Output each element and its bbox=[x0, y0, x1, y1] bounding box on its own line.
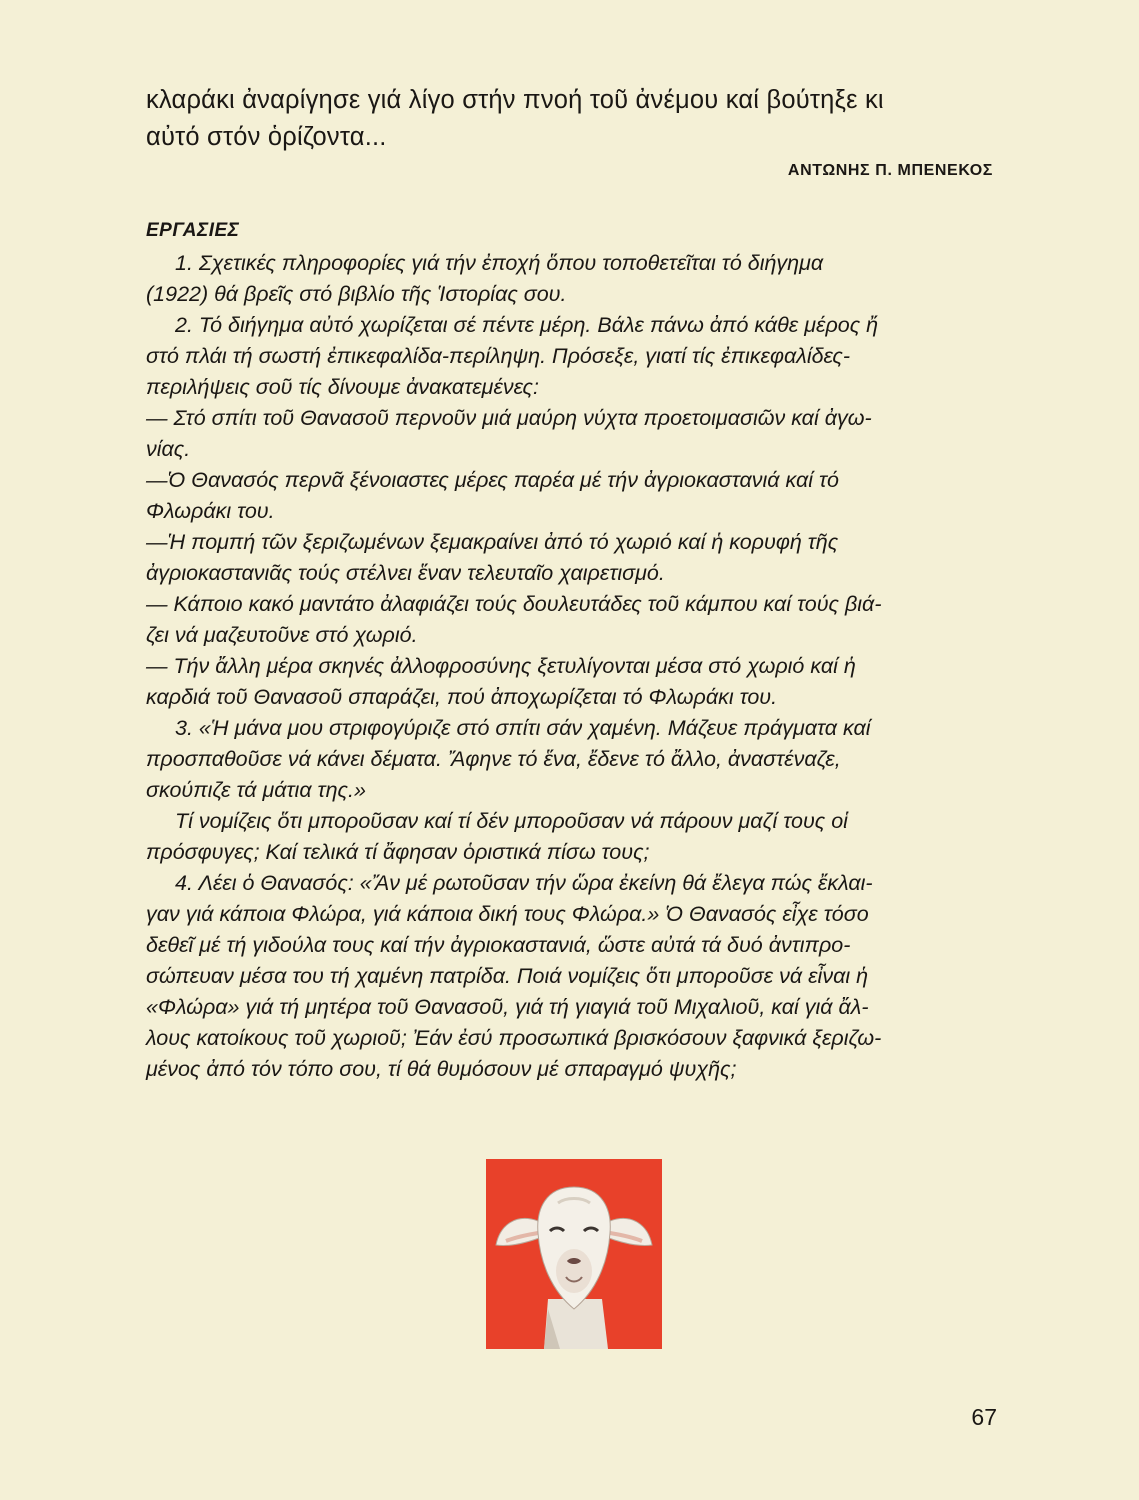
story-closing-text: κλαράκι ἀναρίγησε γιά λίγο στήν πνοή τοῦ ἀνέμου καί βούτηξε κι αὐτό στόν ὁρίζοντα... bbox=[146, 86, 884, 151]
summary-item: —Ὁ Θανασός περνᾶ ξένοιαστες μέρες παρέα μέ τήν ἀγριοκαστανιά καί τό Φλωράκι του. bbox=[146, 468, 839, 523]
exercise-2: 2. Τό διήγημα αὐτό χωρίζεται σέ πέντε μέρη. Βάλε πάνω ἀπό κάθε μέρος ἤ στό πλάι τή σωστή ἐπικεφαλίδα-περίληψη. Πρόσεξε, γιατί τίς ἐπικεφαλίδες- περιλήψεις σοῦ τίς δίνουμε ἀνακατεμένες: bbox=[146, 313, 879, 399]
goat-illustration bbox=[486, 1159, 662, 1349]
author-signature: ΑΝΤΩΝΗΣ Π. ΜΠΕΝΕΚΟΣ bbox=[787, 162, 993, 179]
summary-item: —Ἡ πομπή τῶν ξεριζωμένων ξεμακραίνει ἀπό τό χωριό καί ἡ κορυφή τῆς ἀγριοκαστανιᾶς τούς στέλνει ἕναν τελευταῖο χαιρετισμό. bbox=[146, 530, 839, 585]
summary-item: — Στό σπίτι τοῦ Θανασοῦ περνοῦν μιά μαύρη νύχτα προετοιμασιῶν καί ἀγω- νίας. bbox=[146, 406, 872, 461]
exercise-1: 1. Σχετικές πληροφορίες γιά τήν ἐποχή ὅπου τοποθετεῖται τό διήγημα (1922) θά βρεῖς στό βιβλίο τῆς Ἱστορίας σου. bbox=[146, 251, 824, 306]
exercise-3-question: Τί νομίζεις ὅτι μποροῦσαν καί τί δέν μποροῦσαν νά πάρουν μαζί τους οἱ πρόσφυγες; Καί τελικά τί ἄφησαν ὁριστικά πίσω τους; bbox=[146, 809, 848, 864]
exercises-heading: ΕΡΓΑΣΙΕΣ bbox=[146, 220, 240, 241]
summary-item: — Τήν ἄλλη μέρα σκηνές ἀλλοφροσύνης ξετυλίγονται μέσα στό χωριό καί ἡ καρδιά τοῦ Θανασοῦ σπαράζει, πού ἀποχωρίζεται τό Φλωράκι του. bbox=[146, 654, 856, 709]
exercises-body bbox=[146, 248, 998, 1085]
exercise-3-quote: 3. «Ἡ μάνα μου στριφογύριζε στό σπίτι σάν χαμένη. Μάζευε πράγματα καί προσπαθοῦσε νά κάνει δέματα. Ἄφηνε τό ἕνα, ἔδενε τό ἄλλο, ἀναστέναζε, σκούπιζε τά μάτια της.» bbox=[146, 716, 871, 802]
goat-head-icon bbox=[486, 1159, 662, 1349]
summary-item: — Κάποιο κακό μαντάτο ἀλαφιάζει τούς δουλευτάδες τοῦ κάμπου καί τούς βιά- ζει νά μαζευτοῦνε στό χωριό. bbox=[146, 592, 882, 647]
exercise-4: 4. Λέει ὁ Θανασός: «Ἄν μέ ρωτοῦσαν τήν ὥρα ἐκείνη θά ἔλεγα πώς ἔκλαι- γαν γιά κάποια Φλώρα, γιά κάποια δική τους Φλώρα.» Ὁ Θανασός εἶχε τόσο δεθεῖ μέ τή γιδούλα τους καί τήν ἀγριοκαστανιά, ὥστε αὐτά τά δυό ἀντιπρο- σώπευαν μέσα του τή χαμένη πατρίδα. Ποιά νομίζεις ὅτι μποροῦσε νά εἶναι ἡ «Φλώρα» γιά τή μητέρα τοῦ Θανασοῦ, γιά τή γιαγιά τοῦ Μιχαλιοῦ, καί γιά ἄλ- λους κατοίκους τοῦ χωριοῦ; Ἐάν ἐσύ προσωπικά βρισκόσουν ξαφνικά ξεριζω- μένος ἀπό τόν τόπο σου, τί θά θυμόσουν μέ σπαραγμό ψυχῆς; bbox=[146, 871, 882, 1081]
page-number: 67 bbox=[971, 1404, 997, 1430]
